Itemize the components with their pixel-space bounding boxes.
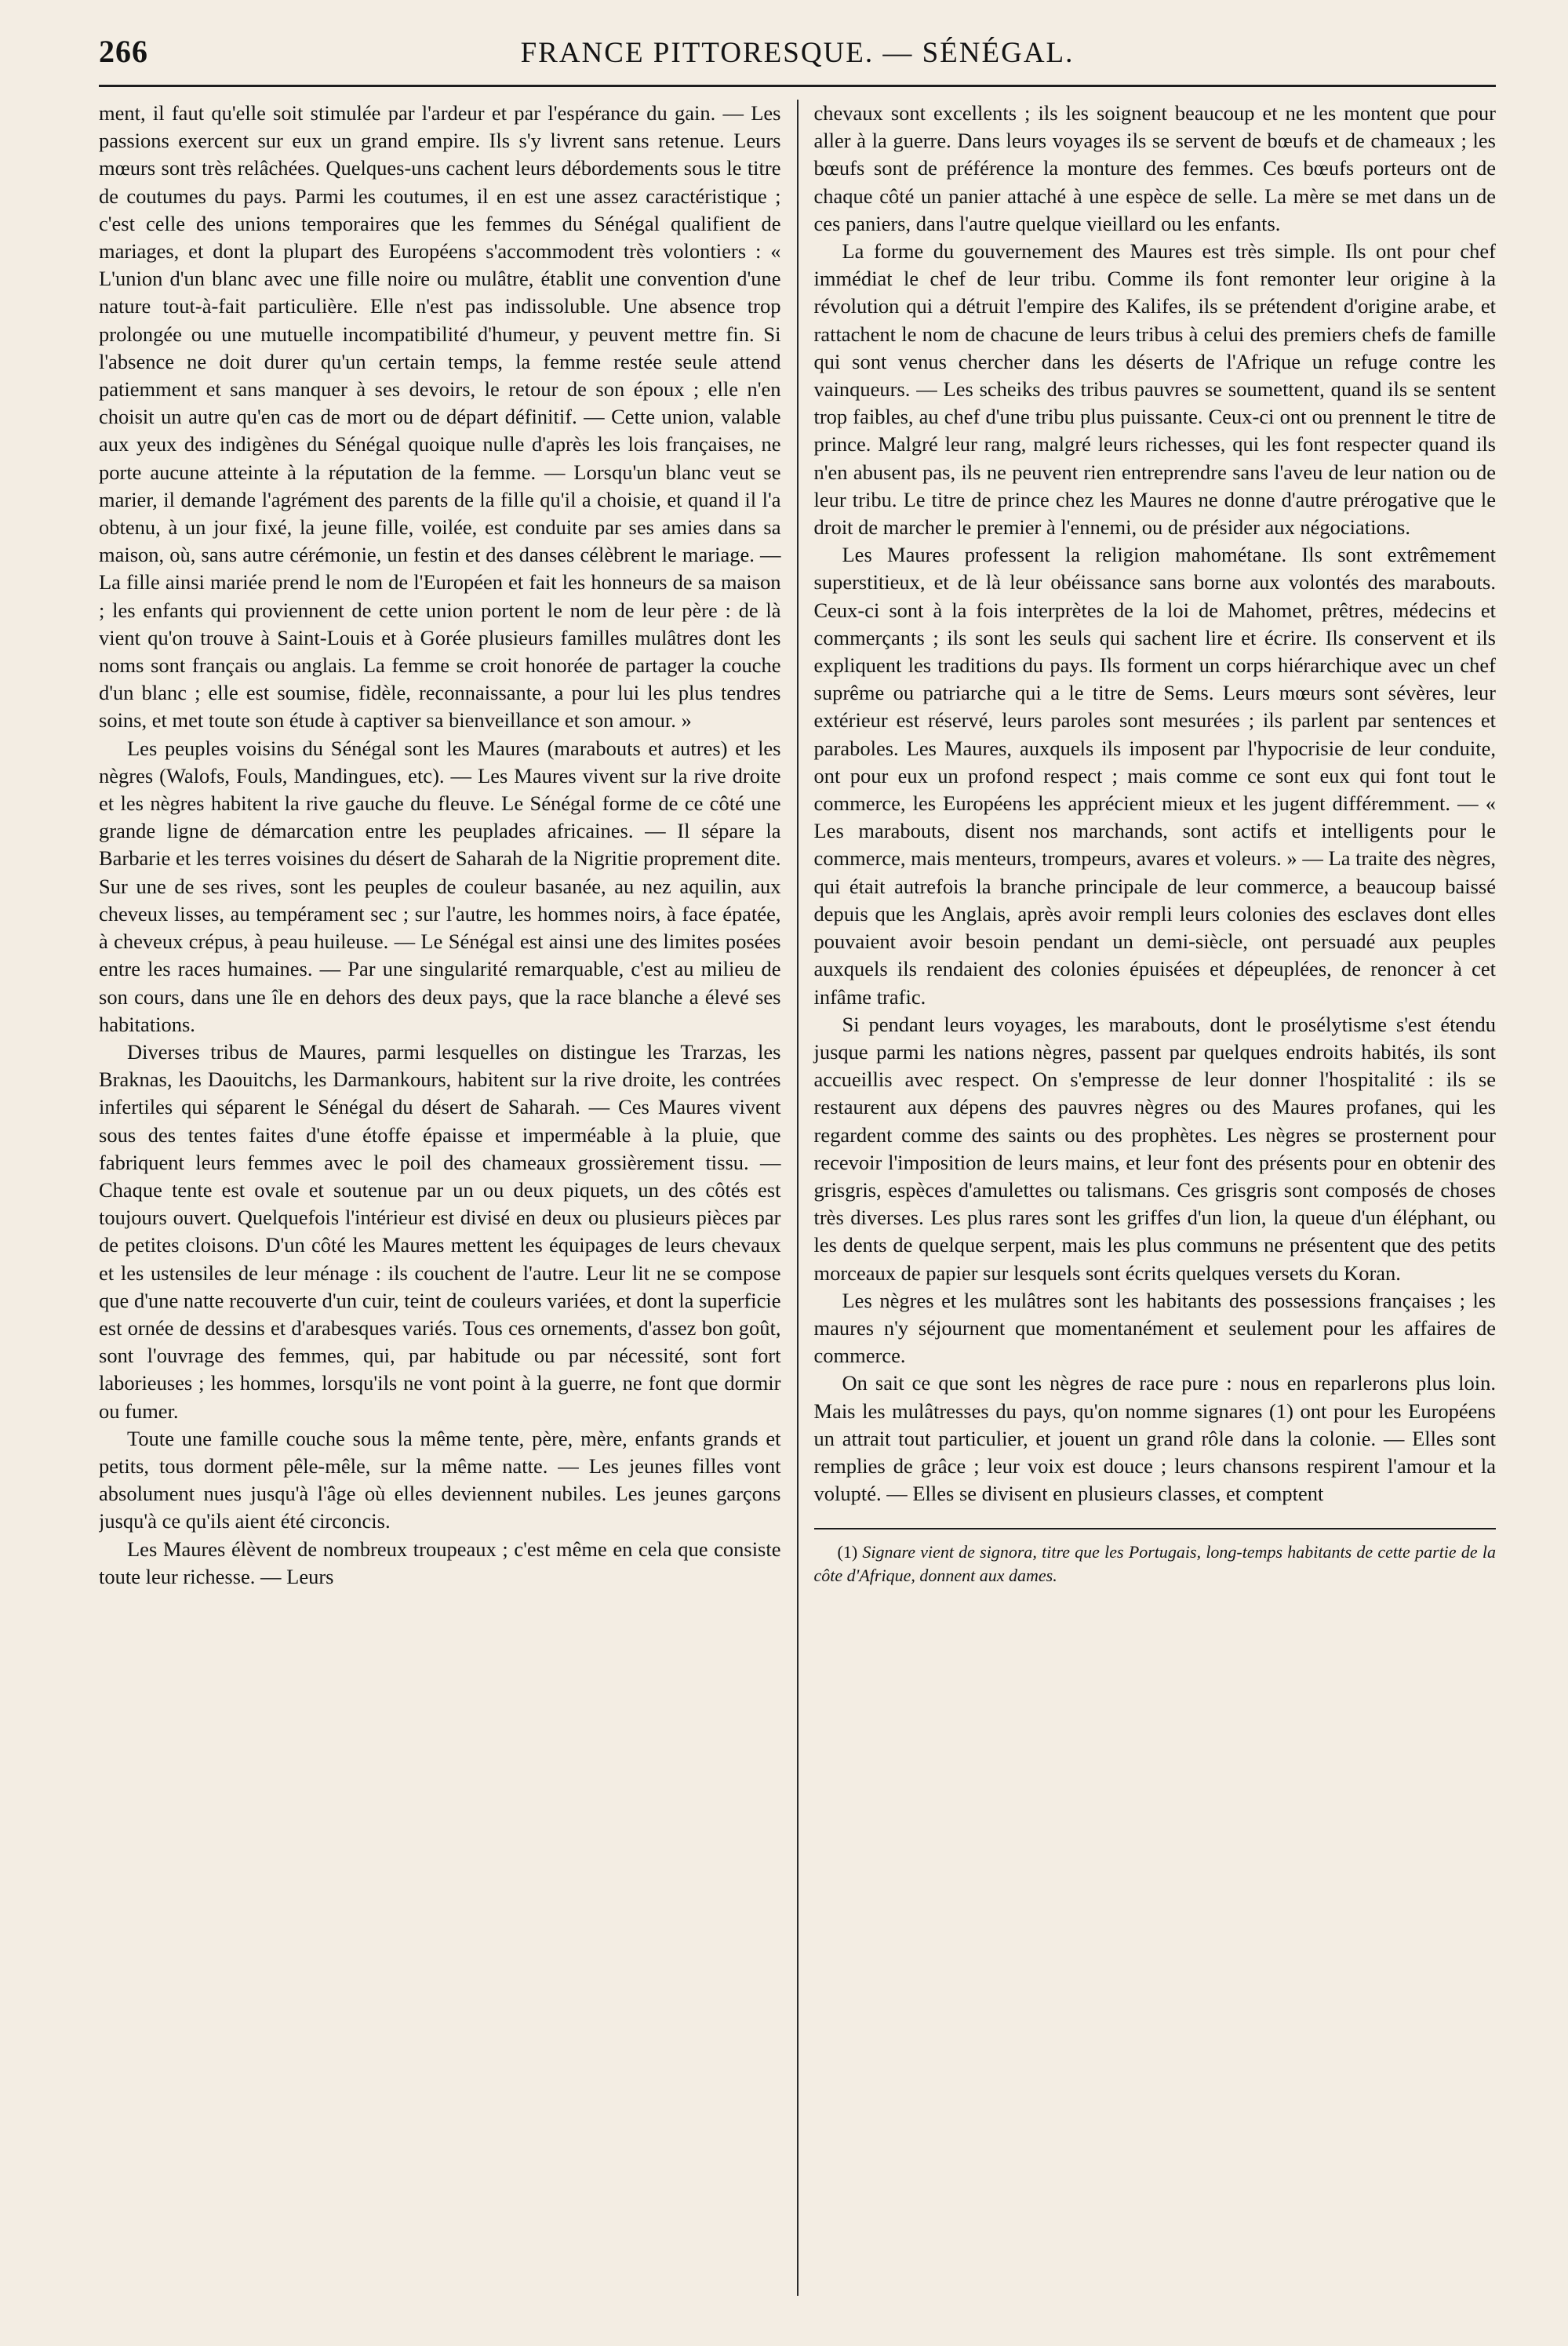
paragraph: Les peuples voisins du Sénégal sont les Maures (marabouts et autres) et les nègres (Walofs, Fouls, Mandingues, etc). — Les Maures vivent sur la rive droite et les nègres habitent la rive gauche du fleuve. Le Sénégal forme de ce côté une grande ligne de démarcation entre les peuplades africaines. — Il sépare la Barbarie et les terres voisines du désert de Saharah de la Nigritie proprement dite. Sur une de ses rives, sont les peuples de couleur basanée, au nez aquilin, aux cheveux lisses, au tempérament sec ; sur l'autre, les hommes noirs, à face épatée, à cheveux crépus, à peau huileuse. — Le Sénégal est ainsi une des limites posées entre les races humaines. — Par une singularité remarquable, c'est au milieu de son cours, dans une île en dehors des deux pays, que la race blanche a élevé ses habitations. [99,736,781,1036]
paragraph: chevaux sont excellents ; ils les soignent beaucoup et ne les montent que pour aller à la guerre. Dans leurs voyages ils se servent de bœufs et de chameaux ; les bœufs sont de préférence la monture des femmes. Ces bœufs porteurs ont de chaque côté un panier attaché à une espèce de selle. La mère se met dans un de ces paniers, dans l'autre quelque vieillard ou les enfants. [813,101,1496,235]
paragraph: Les Maures professent la religion mahométane. Ils sont extrêmement superstitieux, et de là leur obéissance sans borne aux volontés des marabouts. Ceux-ci sont à la fois interprètes de la loi de Mahomet, prêtres, médecins et commerçants ; ils sont les seuls qui sachent lire et écrire. Ils conservent et ils expliquent les traditions du pays. Ils forment un corps hiérarchique avec un chef suprême ou patriarche qui a le titre de Sems. Leurs mœurs sont sévères, leur extérieur est réservé, leurs paroles sont mesurées ; ils parlent par sentences et paraboles. Les Maures, auxquels ils imposent par l'hypocrisie de leur conduite, ont pour eux un profond respect ; mais comme ce sont eux qui font tout le commerce, les Européens les apprécient mieux et les jugent différemment. — « Les marabouts, disent nos marchands, sont actifs et intelligents pour le commerce, mais menteurs, trompeurs, avares et voleurs. » — La traite des nègres, qui était autrefois la branche principale de leur commerce, a beaucoup baissé depuis que les Anglais, après avoir rempli leurs colonies des esclaves dont elles pouvaient avoir besoin pendant un demi-siècle, ont persuadé aux peuples auxquels ils rendaient des colonies épuisées et dépeuplées, de renoncer à cet infâme trafic. [813,543,1496,1009]
paragraph: Diverses tribus de Maures, parmi lesquelles on distingue les Trarzas, les Braknas, les Daouitchs, les Darmankours, habitent sur la rive droite, les contrées infertiles qui séparent le Sénégal du désert de Saharah. — Ces Maures vivent sous des tentes faites d'une étoffe épaisse et imperméable à la pluie, que fabriquent leurs femmes avec le poil des chameaux grossièrement tissu. — Chaque tente est ovale et soutenue par un ou deux piquets, un des côtés est toujours ouvert. Quelquefois l'intérieur est divisé en deux ou plusieurs pièces par de petites cloisons. D'un côté les Maures mettent les équipages de leurs chevaux et les ustensiles de leur ménage : ils couchent de l'autre. Leur lit ne se compose que d'une natte recouverte d'un cuir, teint de couleurs variées, et dont la superficie est ornée de dessins et d'arabesques variés. Tous ces ornements, d'assez bon goût, sont l'ouvrage des femmes, qui, par habitude ou par nécessité, sont fort laborieuses ; les hommes, lorsqu'ils ne vont point à la guerre, ne font que dormir ou fumer. [99,1039,781,1423]
footnote-rule [814,1528,1497,1529]
left-column [99,100,797,2296]
paragraph: La forme du gouvernement des Maures est très simple. Ils ont pour chef immédiat le chef de leur tribu. Comme ils font remonter leur origine à la révolution qui a détruit l'empire des Kalifes, ils se prétendent d'origine arabe, et rattachent le nom de chacune de leurs tribus à celui des premiers chefs de famille qui sont venus chercher dans les déserts de l'Afrique un refuge contre les vainqueurs. — Les scheiks des tribus pauvres se soumettent, quand ils se sentent trop faibles, au chef d'une tribu plus puissante. Ceux-ci ont ou prennent le titre de prince. Malgré leur rang, malgré leurs richesses, qui les font respecter quand ils n'en abusent pas, ils ne peuvent rien entreprendre sans l'aveu de leur nation ou de leur tribu. Le titre de prince chez les Maures ne donne d'autre prérogative que le droit de marcher le premier à l'ennemi, ou de présider aux négociations. [813,239,1496,540]
footnote-text: Signare vient de signora, titre que les Portugais, long-temps habitants de cette partie de la côte d'Afrique, donnent aux dames. [813,1542,1496,1586]
paragraph: Si pendant leurs voyages, les marabouts, dont le prosélytisme s'est étendu jusque parmi les nations nègres, passent par quelques endroits habités, ils sont accueillis avec respect. On s'empresse de leur donner l'hospitalité : ils se restaurent aux dépens des pauvres nègres ou des Maures profanes, qui les regardent comme des saints ou des prophètes. Les nègres se prosternent pour recevoir l'imposition de leurs mains, et leur font des présents pour en obtenir des grisgris, espèces d'amulettes ou talismans. Ces grisgris sont composés de choses très diverses. Les plus rares sont les griffes d'un lion, la queue d'un éléphant, ou les dents de quelque serpent, mais les plus communs ne présentent que des petits morceaux de papier sur lesquels sont écrits quelques versets du Koran. [813,1012,1496,1285]
paragraph: ment, il faut qu'elle soit stimulée par l'ardeur et par l'espérance du gain. — Les passions exercent sur eux un grand empire. Ils s'y livrent sans retenue. Leurs mœurs sont très relâchées. Quelques-uns cachent leurs débordements sous le titre de coutumes du pays. Parmi les coutumes, il en est une assez caractéristique ; c'est celle des unions temporaires que les femmes du Sénégal qualifient de mariages, et dont la plupart des Européens s'accommodent très volontiers : « L'union d'un blanc avec une fille noire ou mulâtre, établit une convention d'une nature tout-à-fait particulière. Elle n'est pas indissoluble. Une absence trop prolongée ou une mutuelle incompatibilité d'humeur, y peuvent mettre fin. Si l'absence ne doit durer qu'un certain temps, la femme restée seule attend patiemment et sans manquer à ses devoirs, le retour de son époux ; elle n'en choisit un autre qu'en cas de mort ou de départ définitif. — Cette union, valable aux yeux des indigènes du Sénégal quoique nulle d'après les lois françaises, ne porte aucune atteinte à la réputation de la femme. — Lorsqu'un blanc veut se marier, il demande l'agrément des parents de la fille qu'il a choisie, et quand il l'a obtenu, à un jour fixé, la jeune fille, voilée, est conduite par ses amies dans sa maison, où, sans autre cérémonie, un festin et des danses célèbrent le mariage. — La fille ainsi mariée prend le nom de l'Européen et fait les honneurs de sa maison ; les enfants qui proviennent de cette union portent le nom de leur père : de là vient qu'on trouve à Saint-Louis et à Gorée plusieurs familles mulâtres dont les noms sont français ou anglais. La femme se croit honorée de partager la couche d'un blanc ; elle est soumise, fidèle, reconnaissante, a pour lui les plus tendres soins, et met toute son étude à captiver sa bienveillance et son amour. » [99,101,781,733]
right-column [799,100,1497,2296]
footnote [814,1540,1497,1588]
paragraph: Les nègres et les mulâtres sont les habitants des possessions françaises ; les maures n'y séjournent que momentanément et seulement pour les affaires de commerce. [813,1288,1496,1368]
text-columns [99,100,1496,2296]
page-number: 266 [99,34,148,69]
paragraph: Toute une famille couche sous la même tente, père, mère, enfants grands et petits, tous dorment pêle-mêle, sur la même natte. — Les jeunes filles vont absolument nues jusqu'à l'âge où elles deviennent nubiles. Les jeunes garçons jusqu'à ce qu'ils aient été circoncis. [99,1426,781,1533]
paragraph: Les Maures élèvent de nombreux troupeaux ; c'est même en cela que consiste toute leur richesse. — Leurs [99,1537,781,1588]
footnote-marker: (1) [837,1542,858,1562]
paragraph: On sait ce que sont les nègres de race pure : nous en reparlerons plus loin. Mais les mulâtresses du pays, qu'on nomme signares (1) ont pour les Européens un attrait tout particulier, et jouent un grand rôle dans la colonie. — Elles sont remplies de grâce ; leur voix est douce ; leurs chansons respirent l'amour et la volupté. — Elles se divisent en plusieurs classes, et comptent [813,1371,1496,1506]
page-header [99,28,1496,87]
running-title: FRANCE PITTORESQUE. — SÉNÉGAL. [520,37,1075,69]
